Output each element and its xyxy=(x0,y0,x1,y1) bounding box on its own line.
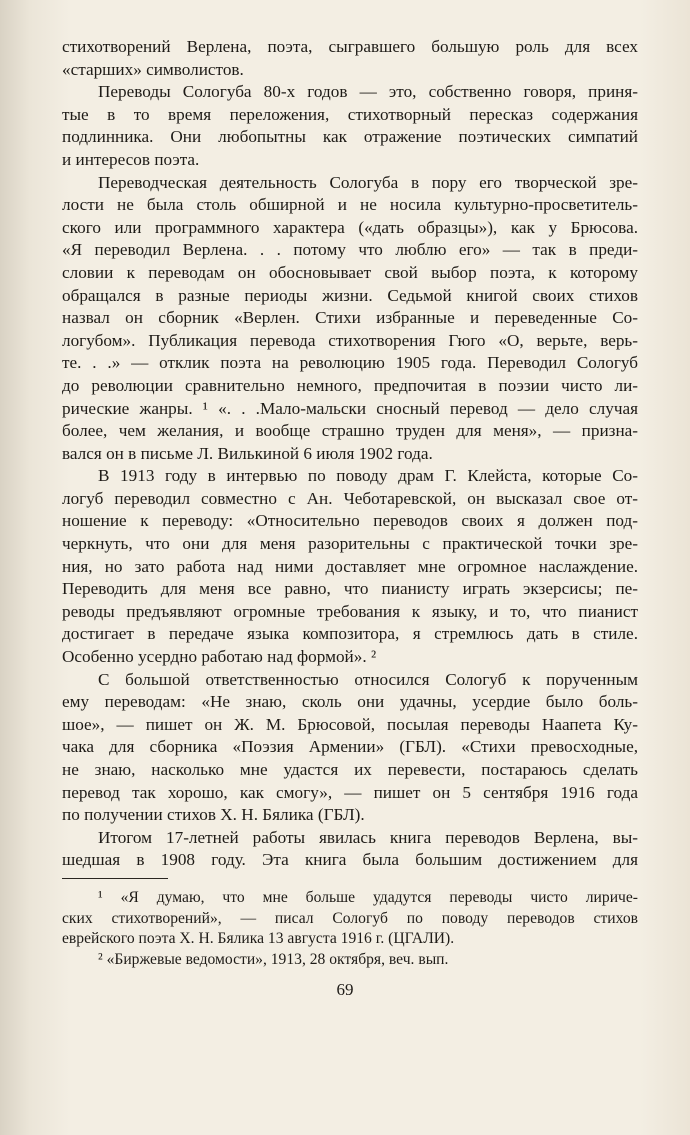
text-line: «старших» символистов. xyxy=(62,59,244,79)
text-line: перевод так хорошо, как смогу», — пишет он 5 сентября 1916 года xyxy=(62,782,638,802)
text-line: ему переводам: «Не знаю, сколь они удачны, усердие было боль- xyxy=(62,692,638,712)
text-line: по получении стихов Х. Н. Бялика (ГБЛ). xyxy=(62,805,365,825)
text-line: вался он в письме Л. Вилькиной 6 июля 1902 года. xyxy=(62,443,433,463)
footnote-divider xyxy=(62,878,168,879)
text-line: ния, но зато работа над ними доставляет мне огромное наслаждение. xyxy=(62,556,638,576)
footnotes xyxy=(62,888,638,970)
footnote-line: ¹ «Я думаю, что мне больше удадутся переводы чисто лириче- xyxy=(98,889,638,906)
text-line: Переводить для меня все равно, что пианисту играть экзерсисы; пе- xyxy=(62,579,638,599)
text-line: словии к переводам он обосновывает свой выбор поэта, к которому xyxy=(62,262,638,282)
text-line: Итогом 17-летней работы явилась книга переводов Верлена, вы- xyxy=(98,827,638,847)
text-line: ношение к переводу: «Относительно переводов своих я должен под- xyxy=(62,511,638,531)
text-line: шедшая в 1908 году. Эта книга была большим достижением для xyxy=(62,850,638,870)
text-line: достигает в передаче языка композитора, я стремлюсь дать в стиле. xyxy=(62,624,638,644)
text-line: те. . .» — отклик поэта на революцию 1905 года. Переводил Сологуб xyxy=(62,353,638,373)
text-line: С большой ответственностью относился Сологуб к порученным xyxy=(98,669,638,689)
text-line: Переводы Сологуба 80-х годов — это, собственно говоря, приня- xyxy=(98,82,638,102)
text-line: чака для сборника «Поэзия Армении» (ГБЛ). «Стихи превосходные, xyxy=(62,737,638,757)
text-line: более, чем желания, и вообще страшно труден для меня», — призна- xyxy=(62,421,638,441)
text-line: стихотворений Верлена, поэта, сыгравшего большую роль для всех xyxy=(62,37,638,56)
body-text xyxy=(62,36,638,872)
footnote-line: ² «Биржевые ведомости», 1913, 28 октября, веч. вып. xyxy=(98,950,449,968)
text-line: подлинника. Они любопытны как отражение поэтических симпатий xyxy=(62,127,638,147)
text-line: логуб переводил совместно с Ан. Чеботаревской, он высказал свое от- xyxy=(62,488,638,508)
page-number: 69 xyxy=(336,980,354,999)
text-line: обращался в разные периоды жизни. Седьмой книгой своих стихов xyxy=(62,285,638,305)
text-line: «Я переводил Верлена. . . потому что люблю его» — так в преди- xyxy=(62,240,638,260)
text-line: тые в то время переложения, стихотворный пересказ содержания xyxy=(62,104,638,124)
text-line: В 1913 году в интервью по поводу драм Г. Клейста, которые Со- xyxy=(98,466,638,486)
footnote-line: ских стихотворений», — писал Сологуб по поводу переводов стихов xyxy=(62,909,638,927)
footnote-line: еврейского поэта Х. Н. Бялика 13 августа 1916 г. (ЦГАЛИ). xyxy=(62,930,455,947)
text-line: шое», — пишет он Ж. М. Брюсовой, посылая переводы Наапета Ку- xyxy=(62,714,638,734)
text-line: и интересов поэта. xyxy=(62,149,200,169)
text-line: назвал он сборник «Верлен. Стихи избранные и переведенные Со- xyxy=(62,308,638,328)
text-line: Особенно усердно работаю над формой». ² xyxy=(62,647,377,667)
text-line: ского или программного характера («дать образцы»), как у Брюсова. xyxy=(62,217,638,237)
text-line: до революции сравнительно немного, предпочитая в поэзии чисто ли- xyxy=(62,375,638,395)
text-line: черкнуть, что они для меня разорительны с практической точки зре- xyxy=(62,534,638,554)
text-line: логубом». Публикация перевода стихотворения Гюго «О, верьте, верь- xyxy=(62,330,638,350)
text-line: рические жанры. ¹ «. . .Мало-мальски сносный перевод — дело случая xyxy=(62,398,638,418)
text-line: Переводческая деятельность Сологуба в пору его творческой зре- xyxy=(98,172,638,192)
text-line: реводы предъявляют огромные требования к языку, и то, что пианист xyxy=(62,601,638,621)
text-line: лости не была столь обширной и не носила культурно-просветитель- xyxy=(62,195,638,215)
text-line: не знаю, насколько мне удастся их перевести, постараюсь сделать xyxy=(62,760,638,779)
